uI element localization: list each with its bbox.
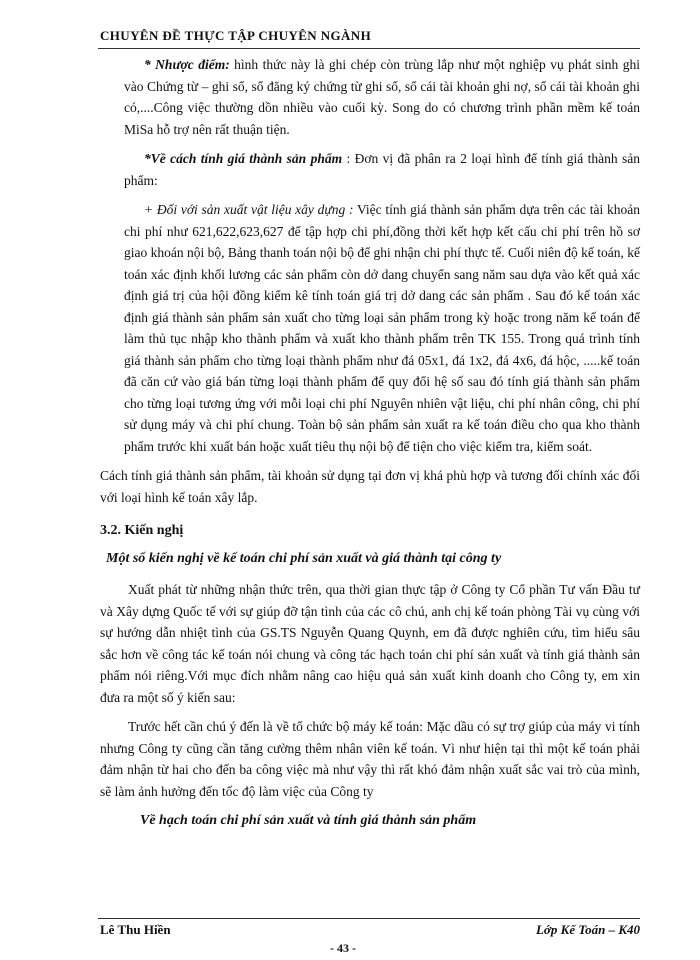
section-heading-recommendations: 3.2. Kiến nghị	[100, 523, 184, 538]
document-body	[100, 54, 640, 832]
footer-class: Lớp Kế Toán – K40	[535, 922, 640, 937]
drawbacks-label: * Nhược điểm:	[144, 57, 230, 72]
page-number: - 43 -	[330, 941, 356, 955]
paragraph-building-materials	[100, 199, 640, 457]
costing-method-label: *Về cách tính giá thành sản phẩm	[144, 151, 343, 166]
footer-divider	[98, 918, 640, 919]
paragraph-introduction: Xuất phát từ những nhận thức trên, qua thời gian thực tập ở Công ty Cổ phần Tư vấn Đầu tư và Xây dựng Quốc tế với sự giúp đỡ tận tình của các cô chú, anh chị kế toán phòng Tài vụ cùng với sự hướng dẫn nhiệt tình của GS.TS Nguyễn Quang Quynh, em đã được nghiên cứu, tìm hiểu sâu sắc hơn về công tác kế toán nói chung và công tác hạch toán chi phí sản xuất và tính giá thành sản phẩm nói riêng.Với mục đích nhằm nâng cao hiệu quả sản xuất kinh doanh cho Công ty, em xin đưa ra một số ý kiến sau:	[100, 582, 640, 705]
building-materials-label: + Đối với sản xuất vật liệu xây dựng :	[144, 202, 354, 217]
drawbacks-text: hình thức này là ghi chép còn trùng lắp như một nghiệp vụ phát sinh ghi vào Chứng từ – ghi sổ, sổ đăng ký chứng từ ghi sổ, sổ cái tài khoản ghi nợ, sổ cái tài khoản ghi có,....Công việc thường dồn nhiều vào cuối kỳ. Song do có chương trình phần mềm kế toán MiSa hỗ trợ nên rất thuận tiện.	[124, 57, 640, 137]
paragraph-accounting-staff: Trước hết cần chú ý đến là về tổ chức bộ máy kế toán: Mặc dầu có sự trợ giúp của máy vi tính nhưng Công ty cũng cần tăng cường thêm nhân viên kế toán. Vì như hiện tại thì một kế toán phải đảm nhận từ hai cho đến ba công việc mà như vậy thì rất khó đảm nhận xuất sắc vai trò của mình, sẽ làm ảnh hưởng đến tốc độ làm việc của Công ty	[100, 719, 640, 799]
footer-author: Lê Thu Hiền	[100, 922, 171, 937]
paragraph-drawbacks	[100, 54, 640, 140]
building-materials-text: Việc tính giá thành sản phẩm dựa trên các tài khoản chi phí như 621,622,623,627 để tập hợp chi phí,đồng thời kết hợp kết cấu chi phí trên hồ sơ giao khoán nội bộ, Bảng thanh toán nội bộ để ghi nhận chi phí thực tế. Cuối niên độ kế toán, kế toán xác định khối lương các sản phẩm còn dở dang chuyển sang năm sau dựa vào kết quả xác định giá trị của hội đồng kiểm kê tính toán giá trị dở dang các sản phẩm . Sau đó kế toán xác định giá thành sản phẩm sản xuất cho từng loại sản phẩm trong kỳ hoặc trong năm kế toán để làm thủ tục nhập kho thành phẩm và xuất kho thành phẩm trên TK 155. Trong quá trình tính giá thành sản phẩm cho từng loại thành phẩm như đá 05x1, đá 1x2, đá 4x6, đá hộc, .....kế toán đã căn cứ vào giá bán từng loại thành phẩm để quy đổi hệ số sau đó tính giá thành sản phẩm cho từng loại tương ứng với mỗi loại chi phí Nguyên nhiên vật liệu, chi phí nhân công, chi phí sử dụng máy và chi phí chung. Toàn bộ sản phẩm sản xuất ra kế toán điều cho qua kho thành phẩm trước khi xuất bán hoặc xuất tiêu thụ nội bộ để tiện cho việc kiểm tra, kiểm soát.	[124, 202, 640, 454]
subheading-recommendations-cost: Một số kiến nghị về kế toán chi phí sản xuất và giá thành tại công ty	[106, 550, 502, 566]
header-divider	[98, 48, 640, 49]
page-header-title: CHUYÊN ĐỀ THỰC TẬP CHUYÊN NGÀNH	[100, 28, 372, 43]
costing-method-text: : Đơn vị đã phân ra 2 loại hình để tính giá thành sản phẩm:	[124, 151, 640, 188]
subheading-cost-accounting: Về hạch toán chi phí sản xuất và tính giá thành sản phẩm	[140, 813, 477, 828]
paragraph-costing-method	[100, 148, 640, 191]
paragraph-assessment: Cách tính giá thành sản phẩm, tài khoản sử dụng tại đơn vị khá phù hợp và tương đối chính xác đối với loại hình kế toán xây lắp.	[100, 468, 640, 505]
